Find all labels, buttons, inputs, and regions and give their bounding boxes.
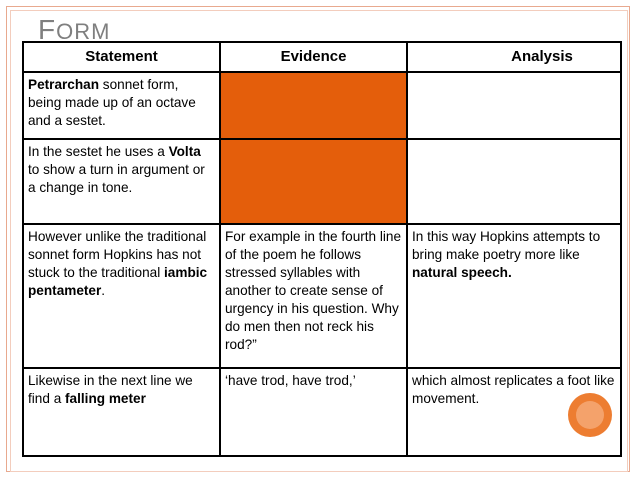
statement-cell [23, 224, 220, 368]
text-run: In the sestet he uses a [28, 144, 169, 159]
analysis-cell [407, 72, 621, 139]
text-run: Petrarchan [28, 77, 100, 92]
text-run: sonnet form, being made up of an octave and a sestet. [28, 77, 196, 128]
evidence-cell-highlight [220, 72, 407, 139]
table-row [23, 368, 621, 456]
form-table [22, 41, 622, 457]
table-row [23, 72, 621, 139]
statement-cell [23, 368, 220, 456]
text-run: which almost replicates a foot like movement. [412, 373, 615, 406]
evidence-cell: ‘have trod, have trod,’ [220, 368, 407, 456]
text-run: However unlike the traditional sonnet form Hopkins has not stuck to the traditional [28, 229, 207, 280]
slide-title-initial: F [38, 14, 57, 45]
text-run: Volta [168, 144, 201, 159]
table-header-row [23, 42, 621, 72]
header-analysis: Analysis [407, 42, 621, 72]
text-run: falling meter [65, 391, 146, 406]
text-run: Likewise in the next line we find a [28, 373, 193, 406]
text-run: iambic pentameter [28, 265, 208, 298]
header-evidence: Evidence [220, 42, 407, 72]
evidence-cell-highlight [220, 139, 407, 224]
text-run: to show a turn in argument or a change in tone. [28, 162, 205, 195]
text-run: natural speech. [412, 265, 512, 280]
statement-cell [23, 139, 220, 224]
header-statement: Statement [23, 42, 220, 72]
table-row [23, 224, 621, 368]
decorative-circle-inner [576, 401, 604, 429]
table-row [23, 139, 621, 224]
text-run: In this way Hopkins attempts to bring make poetry more like [412, 229, 601, 262]
slide-title-rest: ORM [56, 19, 111, 44]
analysis-cell [407, 224, 621, 368]
text-run: . [101, 283, 106, 298]
analysis-cell [407, 139, 621, 224]
statement-cell [23, 72, 220, 139]
evidence-cell: For example in the fourth line of the poem he follows stressed syllables with another to create sense of urgency in his question. Why do men then not reck his rod?” [220, 224, 407, 368]
